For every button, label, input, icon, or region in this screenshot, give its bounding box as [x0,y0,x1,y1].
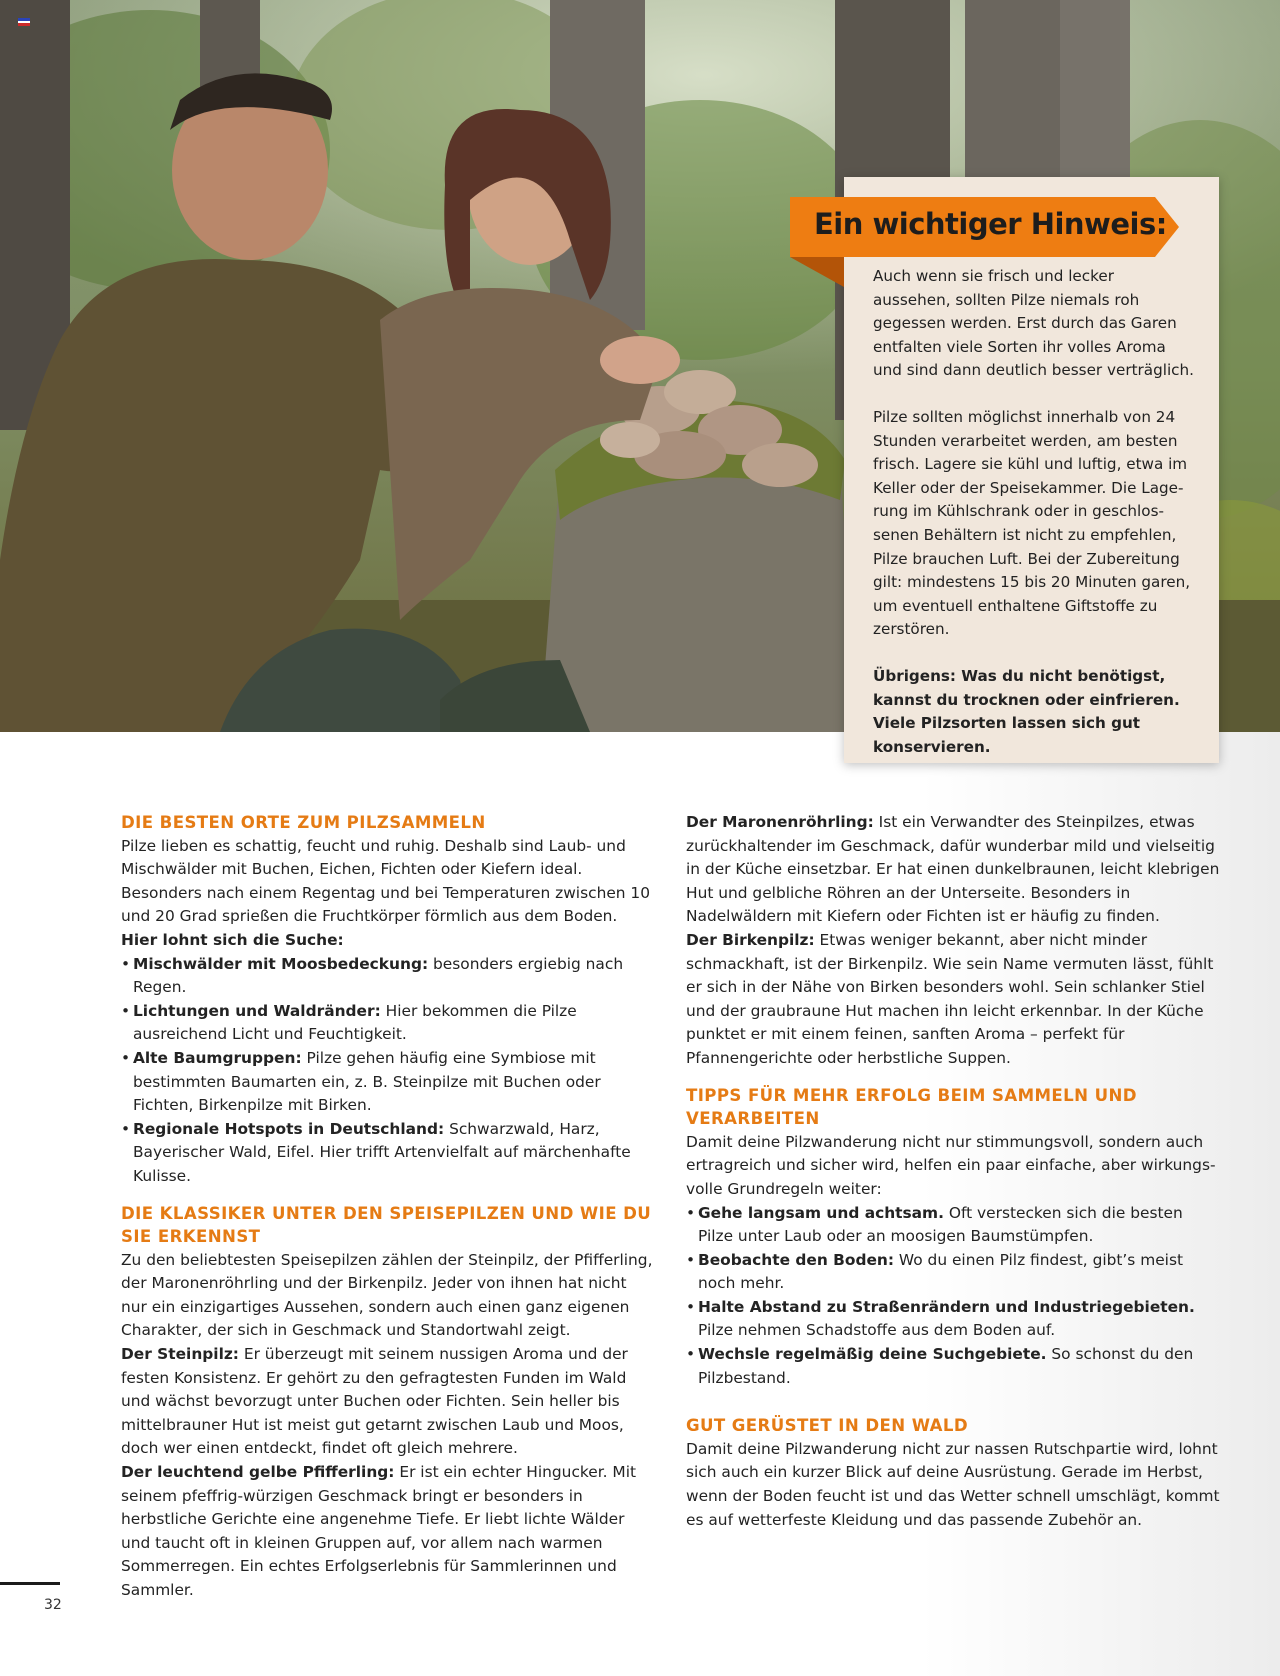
hint-banner [790,197,1188,257]
list-item: • Lichtungen und Waldränder: Hier bekommen die Pilze ausreichend Licht und Feuchtigkeit. [121,1000,657,1047]
places-list [121,953,657,1189]
search-label: Hier lohnt sich die Suche: [121,930,344,949]
classics-intro: Zu den beliebtesten Speisepilzen zählen der Steinpilz, der Pfifferling, der Maronenröhrling und der Birkenpilz. Jeder von ihnen hat nicht nur ein einzigartiges Aussehen, sondern auch einen ganz eigenen Charakter, der sich in Geschmack und Standortwahl zeigt. [121,1250,653,1340]
section-heading-classics: DIE KLASSIKER UNTER DEN SPEISEPILZEN UND WIE DU SIE ERKENNST [121,1203,652,1247]
section-heading-tips: TIPPS FÜR MEHR ERFOLG BEIM SAMMELN UND VERARBEITEN [686,1085,1137,1129]
list-item: • Regionale Hotspots in Deutschland: Schwarzwald, Harz, Bayerischer Wald, Eifel. Hier trifft Artenvielfalt auf märchenhafte Kulisse. [121,1118,657,1189]
section-heading-equipment: GUT GERÜSTET IN DEN WALD [686,1416,969,1436]
page-number: 32 [44,1597,62,1613]
list-item: • Beobachte den Boden: Wo du einen Pilz findest, gibt’s meist noch mehr. [686,1249,1220,1296]
hint-title: Ein wichtiger Hinweis: [814,207,1167,241]
list-item: • Halte Abstand zu Straßenrändern und Industriegebieten. Pilze nehmen Schadstoffe aus dem Boden auf. [686,1296,1220,1343]
list-item: • Wechsle regelmäßig deine Suchgebiete. So schonst du den Pilzbestand. [686,1343,1220,1390]
birkenpilz-paragraph: Der Birkenpilz: Etwas weniger bekannt, aber nicht minder schmackhaft, ist der Birkenpilz. Wie sein Name vermuten lässt, fühlt er sich in der Nähe von Birken besonders wohl. Sein schlanker Stiel und der graubraune Hut machen ihn leicht erkennbar. In der Küche punktet er mit einem feinen, sanften Aroma – perfekt für Pfannengerichte oder herbstliche Suppen. [686,930,1214,1067]
footer-rule [0,1582,60,1585]
left-column [121,811,657,1603]
equipment-paragraph: Damit deine Pilzwanderung nicht zur nassen Rutschpartie wird, lohnt sich auch ein kurzer Blick auf deine Ausrüstung. Gerade im Herbst, wenn der Boden feucht ist und das Wetter schnell umschlägt, kommt es auf wetterfeste Kleidung und das passende Zubehör an. [686,1439,1220,1529]
tips-list [686,1202,1220,1391]
list-item: • Mischwälder mit Moosbedeckung: besonders ergiebig nach Regen. [121,953,657,1000]
hint-paragraph-3: Übrigens: Was du nicht benötigst, kannst du trocknen oder einfrieren. Viele Pilzsorten lassen sich gut konservieren. [873,666,1180,756]
banner-fold [790,257,844,287]
hint-paragraph-1: Auch wenn sie frisch und lecker aussehen, sollten Pilze niemals roh gegessen werden. Erst durch das Garen entfalten viele Sorten ihr volles Aroma und sind dann deutlich besser verträglich. [873,267,1194,380]
hint-paragraph-2: Pilze sollten möglichst innerhalb von 24 Stunden verarbeitet werden, am besten frisch. Lagere sie kühl und luftig, etwa im Keller oder der Speisekammer. Die Lagerung im Kühlschrank oder in geschlossenen Behältern ist nicht zu empfehlen, Pilze brauchen Luft. Bei der Zubereitung gilt: mindestens 15 bis 20 Minuten garen, um eventuell enthaltene Giftstoffe zu zerstören. [873,407,1191,639]
hint-text [873,265,1195,759]
steinpilz-paragraph: Der Steinpilz: Er überzeugt mit seinem nussigen Aroma und der festen Konsistenz. Er gehört zu den gefragtesten Funden im Wald und wächst bevorzugt unter Buchen oder Fichten. Sein heller bis mittelbrauner Hut ist meist gut getarnt zwischen Laub und Moos, doch wer einen entdeckt, findet oft gleich mehrere. [121,1345,628,1458]
maronen-paragraph: Der Maronenröhrling: Ist ein Verwandter des Steinpilzes, etwas zurückhaltender im Geschmack, dafür wunderbar mild und vielseitig in der Küche einsetzbar. Er hat einen dunkelbraunen, leicht klebrigen Hut und gelbliche Röhren an der Unterseite. Besonders in Nadelwäldern mit Kiefern oder Fichten ist er häufig zu finden. [686,813,1220,926]
best-places-intro: Pilze lieben es schattig, feucht und ruhig. Deshalb sind Laub- und Mischwälder mit Buchen, Eichen, Fichten oder Kiefern ideal. Besonders nach einem Regentag und bei Temperaturen zwischen 10 und 20 Grad sprießen die Fruchtkörper förmlich aus dem Boden. [121,836,651,926]
flag-icon [18,18,30,26]
section-heading-best-places: DIE BESTEN ORTE ZUM PILZSAMMELN [121,813,486,832]
right-column [686,811,1220,1532]
pfifferling-paragraph: Der leuchtend gelbe Pfifferling: Er ist ein echter Hingucker. Mit seinem pfeffrig-würzigen Geschmack bringt er besonders in herbstliche Gerichte eine angenehme Tiefe. Er liebt lichte Wälder und taucht oft in kleinen Gruppen auf, vor allem nach warmen Sommerregen. Ein echtes Erfolgserlebnis für Sammlerinnen und Sammler. [121,1463,637,1599]
list-item: • Alte Baumgruppen: Pilze gehen häufig eine Symbiose mit bestimmten Baumarten ein, z. B. Steinpilze mit Buchen oder Fichten, Birkenpilze mit Birken. [121,1047,657,1118]
tips-intro: Damit deine Pilzwanderung nicht nur stimmungsvoll, sondern auch ertragreich und sicher wird, helfen ein paar einfache, aber wirkungsvolle Grundregeln weiter: [686,1132,1216,1198]
list-item: • Gehe langsam und achtsam. Oft verstecken sich die besten Pilze unter Laub oder an moosigen Baumstümpfen. [686,1202,1220,1249]
